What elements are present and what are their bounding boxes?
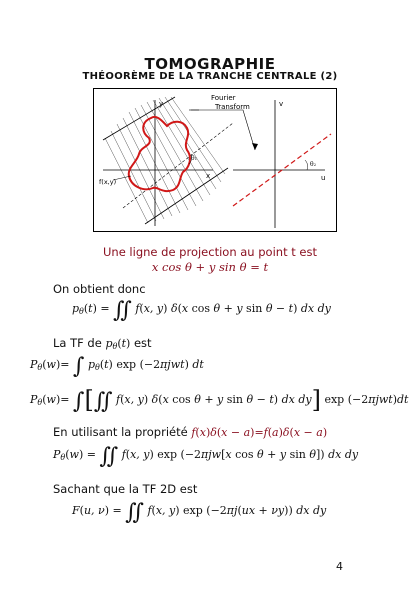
u-axis-label: u xyxy=(321,174,326,182)
property-line: En utilisant la propriété f(x)δ(x − a)=f(a)δ(x − a) xyxy=(53,425,328,439)
theta1-label: θ1 xyxy=(191,155,198,162)
equation-result: $P_\theta(w)$ = ∬ f(x, y) exp (−2πjw[x cos θ + y sin θ]) dx dy xyxy=(53,444,359,469)
page-subtitle: THÉOORÈME DE LA TRANCHE CENTRALE (2) xyxy=(82,71,338,82)
page-number: 4 xyxy=(336,560,343,573)
fxy-label: f(x,y) xyxy=(99,178,117,186)
fourier-arrow xyxy=(191,110,255,150)
theta2-label: θ2 xyxy=(310,161,317,168)
equation-fourier-2d: F(u, ν) = ∬ f(x, y) exp (−2πj(ux + νy)) dx dy xyxy=(72,500,327,525)
transform-label: Transform xyxy=(215,103,250,111)
y-axis-label: y xyxy=(159,100,164,108)
caption-line2: x cos θ + y sin θ = t xyxy=(151,260,269,274)
projection-hatch xyxy=(105,97,225,223)
slice-theorem-figure xyxy=(93,88,337,232)
fourier-label: Fourier xyxy=(211,94,236,102)
v-axis-label: v xyxy=(279,100,284,108)
equation-projection: $p_\theta(t)$ = ∬ f(x, y) δ(x cos θ + y sin θ − t) dx dy xyxy=(72,298,331,323)
equation-fourier-1d: $P_\theta(w)=$ ∫ $p_\theta(t)$ exp (−2πjwt) dt xyxy=(30,354,204,379)
x-axis-label: x xyxy=(206,172,211,180)
page-title: TOMOGRAPHIE xyxy=(144,55,276,73)
text-sachant: Sachant que la TF 2D est xyxy=(53,482,198,496)
caption-line1: Une ligne de projection au point t est xyxy=(103,245,317,259)
equation-fourier-substituted: $P_\theta(w)=$ ∫[∬ f(x, y) δ(x cos θ + y sin θ − t) dx dy] exp (−2πjwt)dt xyxy=(30,386,409,414)
tf-line: La TF de $p_\theta(t)$ est xyxy=(53,336,152,351)
text-obtient: On obtient donc xyxy=(53,282,146,296)
